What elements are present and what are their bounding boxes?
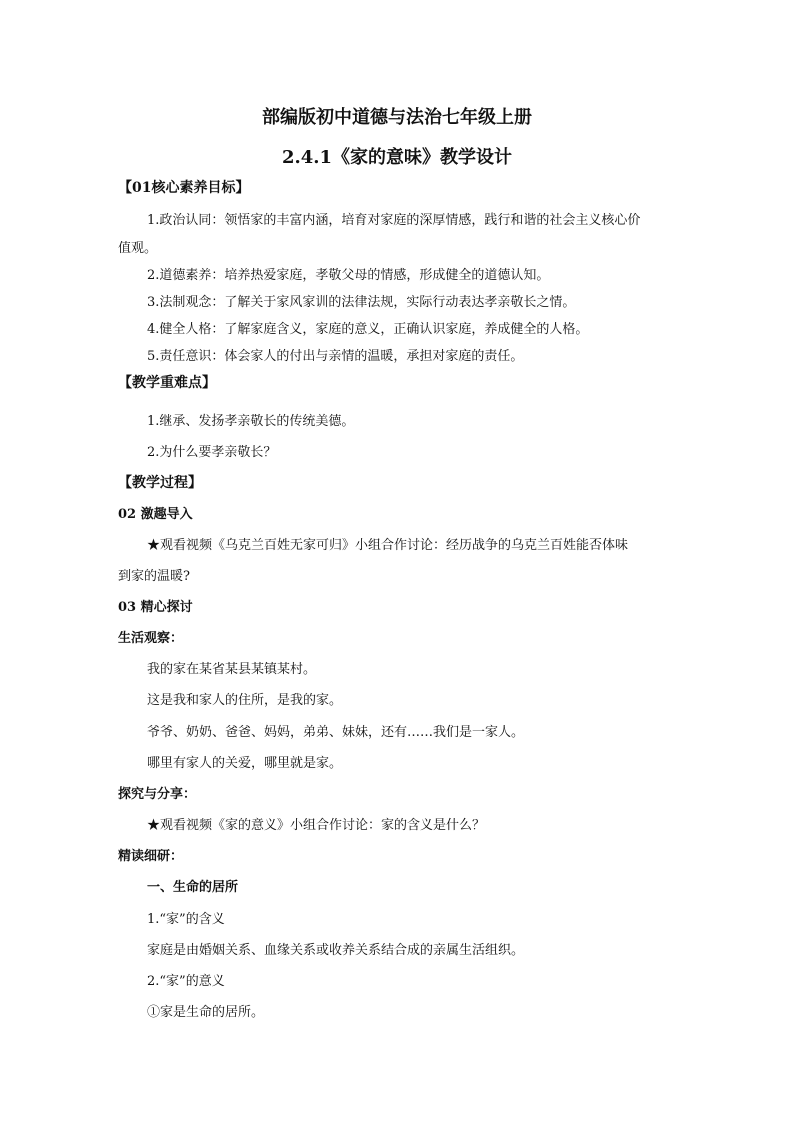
step-03-heading: 03 精心探讨	[118, 600, 193, 615]
observation-3: 爷爷、奶奶、爸爸、妈妈，弟弟、妹妹，还有……我们是一家人。	[147, 725, 525, 740]
section-key-points: 【教学重难点】	[118, 375, 216, 391]
observation-1: 我的家在某省某县某镇某村。	[147, 662, 317, 677]
section-core-goals: 【01核心素养目标】	[118, 180, 250, 196]
part-1-heading: 一、生命的居所	[147, 880, 239, 895]
intro-line-1: ★观看视频《乌克兰百姓无家可归》小组合作讨论：经历战争的乌克兰百姓能否体味	[147, 538, 629, 553]
document-title: 部编版初中道德与法治七年级上册	[262, 107, 532, 128]
section-process: 【教学过程】	[118, 475, 202, 491]
item-2-heading: 2.“家”的意义	[147, 974, 225, 989]
observation-heading: 生活观察：	[118, 631, 184, 646]
goal-1-line-2: 值观。	[118, 241, 158, 256]
goal-5: 5.责任意识：体会家人的付出与亲情的温暖，承担对家庭的责任。	[147, 349, 524, 364]
item-2-text: ①家是生命的居所。	[147, 1005, 265, 1020]
step-02-heading: 02 激趣导入	[118, 507, 193, 522]
goal-1-line-1: 1.政治认同：领悟家的丰富内涵，培育对家庭的深厚情感，践行和谐的社会主义核心价	[147, 213, 641, 228]
document-subtitle: 2.4.1《家的意味》教学设计	[281, 147, 513, 168]
intro-line-2: 到家的温暖?	[118, 569, 190, 584]
item-1-heading: 1.“家”的含义	[147, 912, 225, 927]
goal-4: 4.健全人格：了解家庭含义，家庭的意义，正确认识家庭，养成健全的人格。	[147, 322, 589, 337]
observation-4: 哪里有家人的关爱，哪里就是家。	[147, 756, 343, 771]
key-point-2: 2.为什么要孝亲敬长？	[147, 445, 277, 460]
explore-1: ★观看视频《家的意义》小组合作讨论：家的含义是什么？	[147, 818, 486, 833]
item-1-text: 家庭是由婚姻关系、血缘关系或收养关系结合成的亲属生活组织。	[147, 943, 525, 958]
goal-2: 2.道德素养：培养热爱家庭，孝敬父母的情感，形成健全的道德认知。	[147, 268, 550, 283]
key-point-1: 1.继承、发扬孝亲敬长的传统美德。	[147, 414, 355, 429]
goal-3: 3.法制观念：了解关于家风家训的法律法规，实际行动表达孝亲敬长之情。	[147, 295, 576, 310]
observation-2: 这是我和家人的住所，是我的家。	[147, 693, 343, 708]
explore-heading: 探究与分享：	[118, 787, 197, 802]
read-heading: 精读细研：	[118, 849, 184, 864]
